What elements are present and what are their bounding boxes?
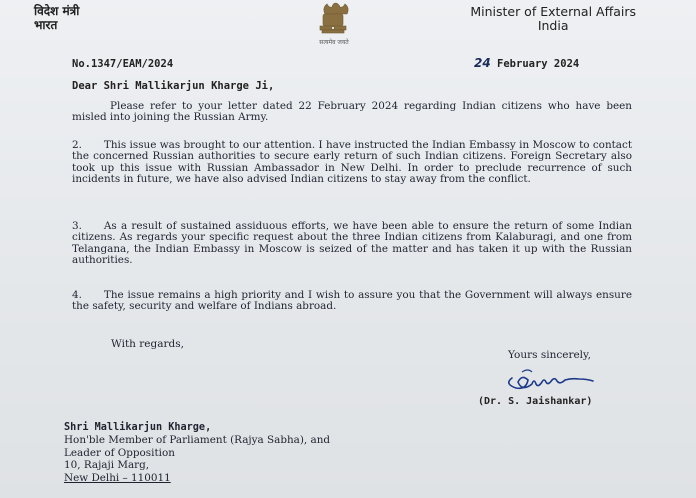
- closing-line: Yours sincerely,: [508, 349, 591, 361]
- salutation: Dear Shri Mallikarjun Kharge Ji,: [72, 80, 275, 92]
- paragraph-3: [72, 221, 632, 267]
- date-month-year: February 2024: [497, 58, 580, 70]
- recipient-line-4: New Delhi – 110011: [64, 471, 171, 484]
- recipient-line-3: 10, Rajaji Marg,: [64, 459, 150, 472]
- paragraph-1-text: Please refer to your letter dated 22 February 2024 regarding Indian citizens who have been misled into joining the Russian Army.: [72, 100, 632, 124]
- paragraph-4: [72, 290, 632, 313]
- handwritten-signature: [500, 364, 610, 396]
- recipient-name: Shri Mallikarjun Kharge,: [64, 422, 212, 433]
- paragraph-2-number: 2.: [72, 139, 82, 151]
- recipient-address: [64, 422, 330, 484]
- letter-date: [474, 56, 579, 70]
- paragraph-3-text: As a result of sustained assiduous efforts, we have been able to ensure the return of some Indian citizens. As regards your specific request about the three Indian citizens from Kalaburagi, and one from Telangana, the Indian Embassy in Moscow is seized of the matter and has taken it up with the Russian authorities.: [72, 220, 632, 267]
- hindi-country: भारत: [34, 18, 58, 32]
- paragraph-2: [72, 140, 632, 186]
- paragraph-4-text: The issue remains a high priority and I wish to assure you that the Government will always ensure the safety, security and welfare of Indians abroad.: [72, 289, 632, 313]
- regards-line: With regards,: [111, 338, 184, 350]
- recipient-line-2: Leader of Opposition: [64, 446, 175, 459]
- letterhead-title: Minister of External Affairs: [470, 4, 636, 19]
- paragraph-4-number: 4.: [72, 289, 82, 301]
- reference-number: No.1347/EAM/2024: [72, 58, 174, 70]
- hindi-title: विदेश मंत्री: [34, 4, 80, 18]
- paragraph-1: [72, 101, 632, 124]
- letterhead-country: India: [537, 18, 569, 33]
- recipient-line-1: Hon'ble Member of Parliament (Rajya Sabha), and: [64, 434, 331, 447]
- paragraph-2-text: This issue was brought to our attention. I have instructed the Indian Embassy in Moscow to contact the concerned Russian authorities to secure early return of such Indian citizens. Foreign Secretary also took up this issue with Russian Ambassador in New Delhi. In order to preclude recurrence of such incidents in future, we have also advised Indian citizens to stay away from the conflict.: [72, 139, 632, 186]
- signer-name: (Dr. S. Jaishankar): [478, 396, 593, 407]
- emblem-motto: सत्यमेव जयते: [319, 39, 349, 46]
- date-day: 24: [474, 56, 491, 70]
- english-letterhead: [470, 5, 636, 33]
- hindi-letterhead: [34, 4, 79, 32]
- paragraph-3-number: 3.: [72, 220, 82, 232]
